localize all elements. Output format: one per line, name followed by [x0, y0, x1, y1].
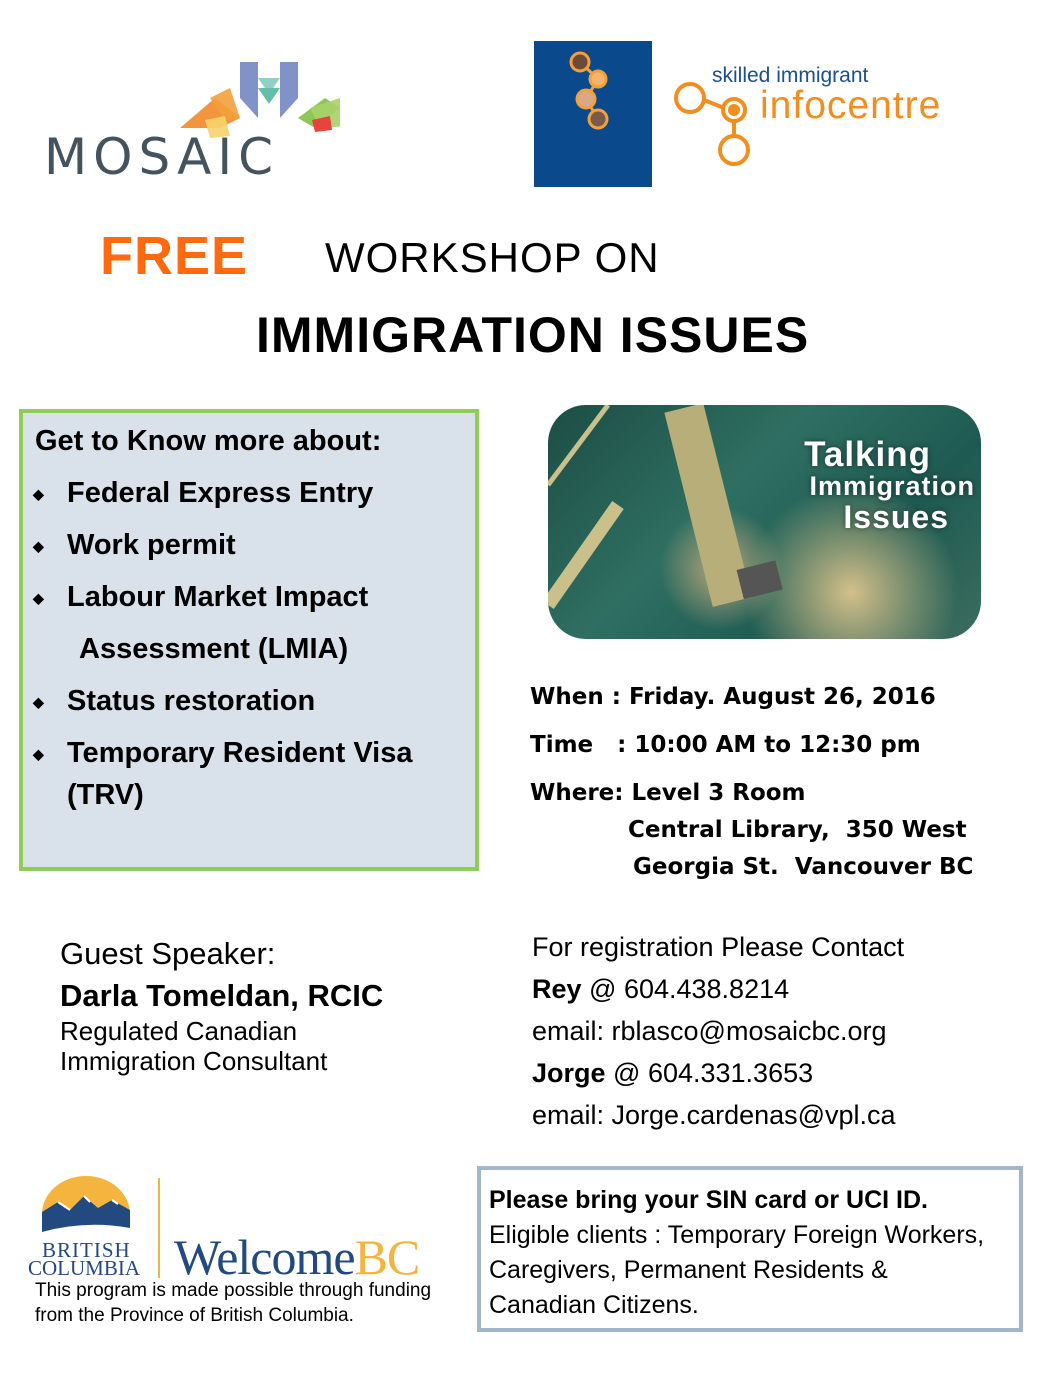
contact-phone[interactable]: @ 604.438.8214 [589, 974, 790, 1004]
contact-name: Rey [532, 974, 582, 1004]
contact-jorge-phone [532, 1058, 813, 1089]
talking-immigration-photo [548, 405, 981, 639]
bc-sun-mountains-icon [40, 1176, 132, 1238]
where-row [530, 780, 806, 806]
welcomebc-wordmark: WelcomeBC [174, 1229, 420, 1285]
where-label: Where: [530, 780, 624, 806]
mosaic-wordmark: MOSAIC [44, 128, 280, 186]
where-line3: Georgia St. Vancouver BC [633, 854, 974, 880]
contact-name: Jorge [532, 1058, 606, 1088]
requirements-bold: Please bring your SIN card or UCI ID. [489, 1186, 929, 1214]
infocentre-tagline: skilled immigrant [712, 64, 869, 87]
requirements-box [477, 1166, 1023, 1332]
bc-wordmark-line1: BRITISH [42, 1238, 131, 1262]
people-chain-icon [534, 41, 652, 187]
photo-caption-line1: Talking [804, 435, 931, 474]
infocentre-wordmark: infocentre [760, 84, 942, 127]
topic-item: ◆ Work permit [33, 529, 236, 561]
when-row [530, 684, 936, 710]
where-line1: Level 3 Room [631, 780, 806, 806]
time-value: 10:00 AM to 12:30 pm [634, 732, 921, 758]
funding-note-line2: from the Province of British Columbia. [35, 1305, 354, 1326]
logo-divider [158, 1178, 160, 1278]
diamond-bullet-icon: ◆ [33, 693, 44, 710]
speaker-role-line2: Immigration Consultant [60, 1046, 328, 1076]
topic-item-continuation: Assessment (LMIA) [79, 633, 349, 665]
bc-wordmark-line2: COLUMBIA [28, 1256, 141, 1280]
when-value: Friday. August 26, 2016 [628, 684, 936, 710]
contact-rey-email[interactable]: email: rblasco@mosaicbc.org [532, 1016, 887, 1046]
speaker-label: Guest Speaker: [60, 936, 276, 971]
contact-phone[interactable]: @ 604.331.3653 [613, 1058, 814, 1088]
speaker-role-line1: Regulated Canadian [60, 1016, 298, 1046]
diamond-bullet-icon: ◆ [33, 485, 44, 502]
infocentre-node-icon [672, 80, 762, 166]
topics-heading: Get to Know more about: [35, 425, 382, 457]
contact-jorge-email[interactable]: email: Jorge.cardenas@vpl.ca [532, 1100, 896, 1130]
eligible-line1: Eligible clients : Temporary Foreign Workers, [489, 1221, 985, 1249]
time-label: Time : [530, 732, 627, 758]
page-title: IMMIGRATION ISSUES [256, 307, 810, 363]
topic-item: ◆ Federal Express Entry [33, 477, 374, 509]
photo-caption-line3: Issues [843, 499, 949, 535]
registration-heading: For registration Please Contact [532, 932, 905, 962]
workshop-on-label: WORKSHOP ON [325, 234, 660, 281]
topic-item: ◆ Temporary Resident Visa [33, 737, 413, 769]
where-line2: Central Library, 350 West [628, 817, 967, 843]
when-label: When : [530, 684, 621, 710]
topic-item: ◆ Labour Market Impact [33, 581, 369, 613]
eligible-line2: Caregivers, Permanent Residents & [489, 1256, 888, 1284]
funding-note-line1: This program is made possible through funding [35, 1280, 432, 1301]
photo-caption-line2: Immigration [809, 471, 975, 501]
topic-item-continuation: (TRV) [67, 779, 144, 811]
diamond-bullet-icon: ◆ [33, 589, 44, 606]
diamond-bullet-icon: ◆ [33, 537, 44, 554]
topics-box [19, 409, 479, 871]
time-row [530, 732, 921, 758]
diamond-bullet-icon: ◆ [33, 745, 44, 762]
eligible-line3: Canadian Citizens. [489, 1291, 699, 1319]
contact-rey-phone [532, 974, 789, 1005]
free-label: FREE [100, 226, 249, 286]
topic-item: ◆ Status restoration [33, 685, 316, 717]
speaker-name: Darla Tomeldan, RCIC [60, 978, 384, 1013]
infocentre-photo-block [534, 41, 652, 187]
